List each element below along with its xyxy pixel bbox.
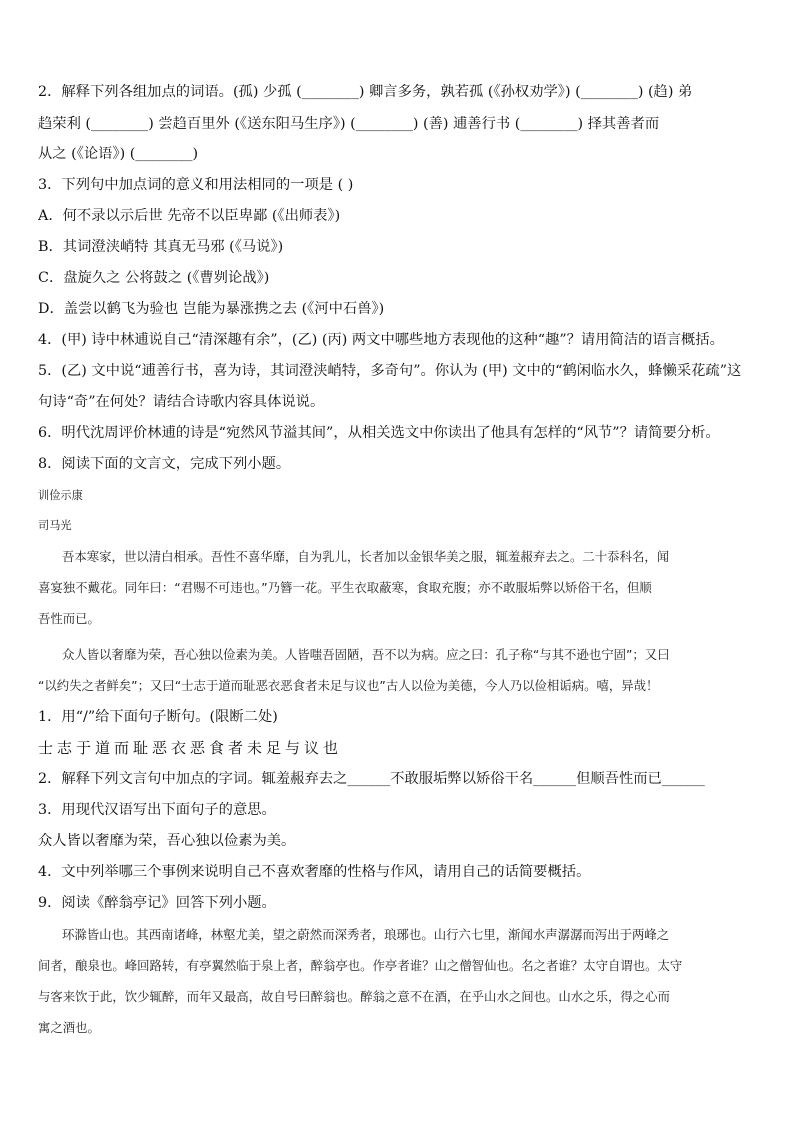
sub-q3-stem: 3．用现代汉语写出下面句子的意思。 <box>38 802 276 818</box>
zuiweng-line-2: 间者，酿泉也。峰回路转，有亭翼然临于泉上者，醉翁亭也。作亭者谁？山之僧智仙也。名之者谁？太守自谓也。太守 <box>38 958 683 973</box>
passage-p1-line-3: 吾性而已。 <box>38 611 100 626</box>
passage-p2-line-2: “以约失之者鲜矣”；又曰“士志于道而耻恶衣恶食者未足与议也”古人以俭为美德，今人乃以俭相诟病。嘻，异哉！ <box>38 678 659 693</box>
q3-option-c: C．盘旋久之 公将鼓之 (《曹刿论战》) <box>38 270 270 286</box>
sub-q1-sentence: 士志于道而耻恶衣恶食者未足与议也 <box>38 739 343 757</box>
q4-text: 4．(甲) 诗中林逋说自己“清深趣有余”，(乙) (丙) 两文中哪些地方表现他的这种“趣”？请用简洁的语言概括。 <box>38 332 724 348</box>
sub-q4-text: 4．文中列举哪三个事例来说明自己不喜欢奢靡的性格与作风，请用自己的话简要概括。 <box>38 864 591 880</box>
q3-option-d: D．盖尝以鹤飞为验也 岂能为暴涨携之去 (《河中石兽》) <box>38 301 385 317</box>
q2-line-1: 2．解释下列各组加点的词语。(孤) 少孤 (________) 卿言多务，孰若孤 (《孙权劝学》) (________) (趋) 弟 <box>38 84 693 100</box>
zuiweng-line-4: 寓之酒也。 <box>38 1020 100 1035</box>
sub-q1-stem: 1．用“/”给下面句子断句。(限断二处) <box>38 709 278 725</box>
passage-title: 训俭示康 <box>38 489 83 502</box>
zuiweng-line-1: 环滁皆山也。其西南诸峰，林壑尤美，望之蔚然而深秀者，琅琊也。山行六七里，渐闻水声潺潺而泻出于两峰之 <box>62 927 670 942</box>
sub-q3-sentence: 众人皆以奢靡为荣，吾心独以俭素为美。 <box>38 833 296 849</box>
zuiweng-line-3: 与客来饮于此，饮少辄醉，而年又最高，故自号曰醉翁也。醉翁之意不在酒，在乎山水之间也。山水之乐，得之心而 <box>38 989 670 1004</box>
q9-stem: 9．阅读《醉翁亭记》回答下列小题。 <box>38 895 276 911</box>
q2-line-3: 从之 (《论语》) (________) <box>38 146 199 162</box>
passage-author: 司马光 <box>38 519 72 532</box>
q8-stem: 8．阅读下面的文言文，完成下列小题。 <box>38 456 291 472</box>
passage-p1-line-2: 喜宴独不戴花。同年曰：“君赐不可违也。”乃簪一花。平生衣取蔽寒，食取充腹；亦不敢服垢弊以矫俗干名，但顺 <box>38 580 652 595</box>
sub-q2-text: 2．解释下列文言句中加点的字词。辄羞赧弃去之______不敢服垢弊以矫俗干名______但顺吾性而已______ <box>38 771 705 787</box>
q3-option-b: B．其词澄浃峭特 其真无马邪 (《马说》) <box>38 239 284 255</box>
q5-line-2: 句诗“奇”在何处？请结合诗歌内容具体说说。 <box>38 394 325 410</box>
q3-option-a: A．何不录以示后世 先帝不以臣卑鄙 (《出师表》) <box>38 208 341 224</box>
q2-line-2: 趋荣利 (________) 尝趋百里外 (《送东阳马生序》) (________) (善) 逋善行书 (________) 择其善者而 <box>38 116 660 132</box>
q3-stem: 3．下列句中加点词的意义和用法相同的一项是 ( ) <box>38 177 354 193</box>
passage-p2-line-1: 众人皆以奢靡为荣，吾心独以俭素为美。人皆嗤吾固陋，吾不以为病。应之曰：孔子称“与其不逊也宁固”；又曰 <box>62 647 670 662</box>
passage-p1-line-1: 吾本寒家，世以清白相承。吾性不喜华靡，自为乳儿，长者加以金银华美之服，辄羞赧弃去之。二十忝科名，闻 <box>62 549 670 564</box>
q5-line-1: 5．(乙) 文中说“逋善行书，喜为诗，其词澄浃峭特，多奇句”。你认为 (甲) 文中的“鹤闲临水久，蜂懒采花疏”这 <box>38 363 742 379</box>
q6-text: 6．明代沈周评价林逋的诗是“宛然风节溢其间”，从相关选文中你读出了他具有怎样的“风节”？请简要分析。 <box>38 425 720 441</box>
